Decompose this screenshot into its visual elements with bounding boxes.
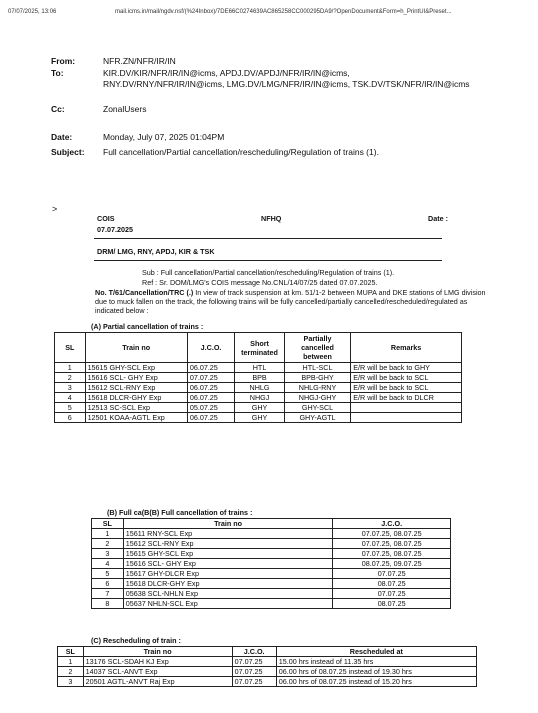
divider — [94, 260, 442, 261]
table-header: SL — [92, 519, 124, 529]
table-header: Remarks — [351, 333, 462, 363]
rescheduled-cell: 15.00 hrs instead of 11.35 hrs — [276, 657, 476, 667]
section-a-title: (A) Partial cancellation of trains : — [91, 322, 204, 331]
to-label: To: — [51, 68, 64, 78]
jco-cell: 07.07.25, 08.07.25 — [333, 549, 451, 559]
remarks-cell: E/R will be back to DLCR — [351, 393, 462, 403]
jco-cell: 06.07.25 — [187, 393, 234, 403]
letter-paragraph — [95, 288, 490, 316]
train-cell: 12501 KOAA-AGTL Exp — [85, 413, 187, 423]
train-cell: 15618 DLCR-GHY Exp — [123, 579, 333, 589]
train-cell: 15611 RNY-SCL Exp — [123, 529, 333, 539]
sl-cell: 7 — [92, 589, 124, 599]
train-cell: 12513 SC-SCL Exp — [85, 403, 187, 413]
sl-cell: 1 — [92, 529, 124, 539]
cc-label: Cc: — [51, 104, 65, 114]
sl-cell: 6 — [55, 413, 86, 423]
rescheduled-cell: 06.00 hrs of 08.07.25 instead of 15.20 hrs — [276, 677, 476, 687]
jco-cell: 07.07.25 — [333, 589, 451, 599]
sl-cell: 4 — [55, 393, 86, 403]
short-terminated-cell: BPB — [235, 373, 285, 383]
short-terminated-cell: NHGJ — [235, 393, 285, 403]
table-header: J.C.O. — [333, 519, 451, 529]
rescheduling-table — [57, 646, 477, 687]
table-row — [92, 549, 451, 559]
full-cancellation-table — [91, 518, 451, 609]
jco-cell: 06.07.25 — [187, 413, 234, 423]
table-row — [58, 657, 477, 667]
table-row — [55, 413, 462, 423]
table-row — [58, 677, 477, 687]
short-terminated-cell: HTL — [235, 363, 285, 373]
table-header: Short terminated — [235, 333, 285, 363]
short-terminated-cell: GHY — [235, 403, 285, 413]
jco-cell: 07.07.25 — [232, 657, 276, 667]
jco-cell: 08.07.25, 09.07.25 — [333, 559, 451, 569]
jco-cell: 07.07.25 — [187, 373, 234, 383]
letter-subject: Sub : Full cancellation/Partial cancellation/rescheduling/Regulation of trains (1). — [142, 268, 395, 277]
short-terminated-cell: NHLG — [235, 383, 285, 393]
letter-addressees: DRM/ LMG, RNY, APDJ, KIR & TSK — [97, 247, 215, 256]
train-cell: 15615 GHY-SCL Exp — [123, 549, 333, 559]
letter-reference: Ref : Sr. DOM/LMG's COIS message No.CNL/14/07/25 dated 07.07.2025. — [142, 278, 378, 287]
jco-cell: 06.07.25 — [187, 363, 234, 373]
sl-cell: 5 — [55, 403, 86, 413]
jco-cell: 06.07.25 — [187, 383, 234, 393]
table-row — [92, 599, 451, 609]
table-row — [92, 529, 451, 539]
table-row — [92, 559, 451, 569]
sl-cell: 2 — [55, 373, 86, 383]
train-cell: 15616 SCL- GHY Exp — [85, 373, 187, 383]
remarks-cell: E/R will be back to SCL — [351, 373, 462, 383]
table-row — [55, 403, 462, 413]
table-row — [55, 363, 462, 373]
remarks-cell — [351, 413, 462, 423]
train-cell: 15612 SCL-RNY Exp — [85, 383, 187, 393]
sl-cell: 6 — [92, 579, 124, 589]
jco-cell: 08.07.25 — [333, 579, 451, 589]
sl-cell: 5 — [92, 569, 124, 579]
letter-date: 07.07.2025 — [97, 225, 133, 234]
letter-to-org: NFHQ — [261, 214, 282, 223]
train-cell: 20501 AGTL-ANVT Raj Exp — [83, 677, 232, 687]
letter-date-label: Date : — [428, 214, 448, 223]
print-url: mail.icms.in/mail/ngdv.nsf/(%24Inbox)/7DE66C0274639AC865258CC000295DA9/?OpenDocument&Form=h_PrintUI&Preset... — [115, 9, 452, 15]
jco-cell: 07.07.25, 08.07.25 — [333, 529, 451, 539]
train-cell: 15616 SCL- GHY Exp — [123, 559, 333, 569]
train-cell: 15612 SCL-RNY Exp — [123, 539, 333, 549]
section-b-title: (B) Full ca(B(B) Full cancellation of trains : — [107, 508, 253, 517]
subject-label: Subject: — [51, 147, 85, 157]
partially-cancelled-cell: GHY-AGTL — [284, 413, 350, 423]
sl-cell: 3 — [92, 549, 124, 559]
table-header: Train no — [83, 647, 232, 657]
divider — [94, 238, 442, 239]
rescheduled-cell: 06.00 hrs of 08.07.25 instead of 19.30 hrs — [276, 667, 476, 677]
table-header: SL — [58, 647, 84, 657]
train-cell: 05638 SCL-NHLN Exp — [123, 589, 333, 599]
table-row — [58, 667, 477, 677]
jco-cell: 08.07.25 — [333, 599, 451, 609]
sl-cell: 2 — [58, 667, 84, 677]
table-row — [92, 539, 451, 549]
table-header: Train no — [85, 333, 187, 363]
partially-cancelled-cell: NHLG-RNY — [284, 383, 350, 393]
table-header: Partially cancelled between — [284, 333, 350, 363]
short-terminated-cell: GHY — [235, 413, 285, 423]
expand-caret-icon[interactable]: > — [52, 204, 58, 214]
sl-cell: 8 — [92, 599, 124, 609]
table-row — [92, 579, 451, 589]
remarks-cell — [351, 403, 462, 413]
partial-cancellation-table — [54, 332, 462, 423]
jco-cell: 07.07.25, 08.07.25 — [333, 539, 451, 549]
jco-cell: 07.07.25 — [232, 677, 276, 687]
partially-cancelled-cell: GHY-SCL — [284, 403, 350, 413]
table-row — [55, 383, 462, 393]
letter-body-text: In view of track suspension at km. 51/1-2 between MUPA and DKE stations of LMG division due to muck fallen on the track, the following trains will be fully cancelled/partially cancelled/rescheduled/regulated as indicated below : — [95, 288, 486, 316]
train-cell: 15617 GHY-DLCR Exp — [123, 569, 333, 579]
train-cell: 05637 NHLN-SCL Exp — [123, 599, 333, 609]
date-value: Monday, July 07, 2025 01:04PM — [103, 132, 225, 142]
from-label: From: — [51, 56, 76, 66]
to-value: KIR.DV/KIR/NFR/IR/IN@icms, APDJ.DV/APDJ/NFR/IR/IN@icms, RNY.DV/RNY/NFR/IR/IN@icms, LMG.DV/LMG/NFR/IR/IN@icms, TSK.DV/TSK/NFR/IR/IN@icms — [103, 68, 470, 89]
subject-value: Full cancellation/Partial cancellation/rescheduling/Regulation of trains (1). — [103, 147, 379, 157]
table-header: Rescheduled at — [276, 647, 476, 657]
train-cell: 13176 SCL-SDAH KJ Exp — [83, 657, 232, 667]
sl-cell: 2 — [92, 539, 124, 549]
table-row — [55, 393, 462, 403]
sl-cell: 3 — [58, 677, 84, 687]
train-cell: 14037 SCL-ANVT Exp — [83, 667, 232, 677]
partially-cancelled-cell: BPB-GHY — [284, 373, 350, 383]
table-row — [92, 589, 451, 599]
train-cell: 15618 DLCR-GHY Exp — [85, 393, 187, 403]
jco-cell: 07.07.25 — [232, 667, 276, 677]
from-value: NFR.ZN/NFR/IR/IN — [103, 56, 176, 66]
date-label: Date: — [51, 132, 73, 142]
table-header: SL — [55, 333, 86, 363]
partially-cancelled-cell: HTL-SCL — [284, 363, 350, 373]
table-row — [55, 373, 462, 383]
letter-from-org: COIS — [97, 214, 115, 223]
train-cell: 15615 GHY-SCL Exp — [85, 363, 187, 373]
table-header: J.C.O. — [187, 333, 234, 363]
remarks-cell: E/R will be back to SCL — [351, 383, 462, 393]
sl-cell: 1 — [58, 657, 84, 667]
letter-number: No. T/61/Cancellation/TRC (.) — [95, 288, 194, 297]
cc-value: ZonalUsers — [103, 104, 147, 114]
jco-cell: 07.07.25 — [333, 569, 451, 579]
table-header: J.C.O. — [232, 647, 276, 657]
partially-cancelled-cell: NHGJ-GHY — [284, 393, 350, 403]
sl-cell: 3 — [55, 383, 86, 393]
print-date: 07/07/2025, 13:06 — [8, 9, 57, 15]
sl-cell: 4 — [92, 559, 124, 569]
sl-cell: 1 — [55, 363, 86, 373]
table-header: Train no — [123, 519, 333, 529]
section-c-title: (C) Rescheduling of train : — [91, 636, 181, 645]
jco-cell: 05.07.25 — [187, 403, 234, 413]
table-row — [92, 569, 451, 579]
remarks-cell: E/R will be back to GHY — [351, 363, 462, 373]
